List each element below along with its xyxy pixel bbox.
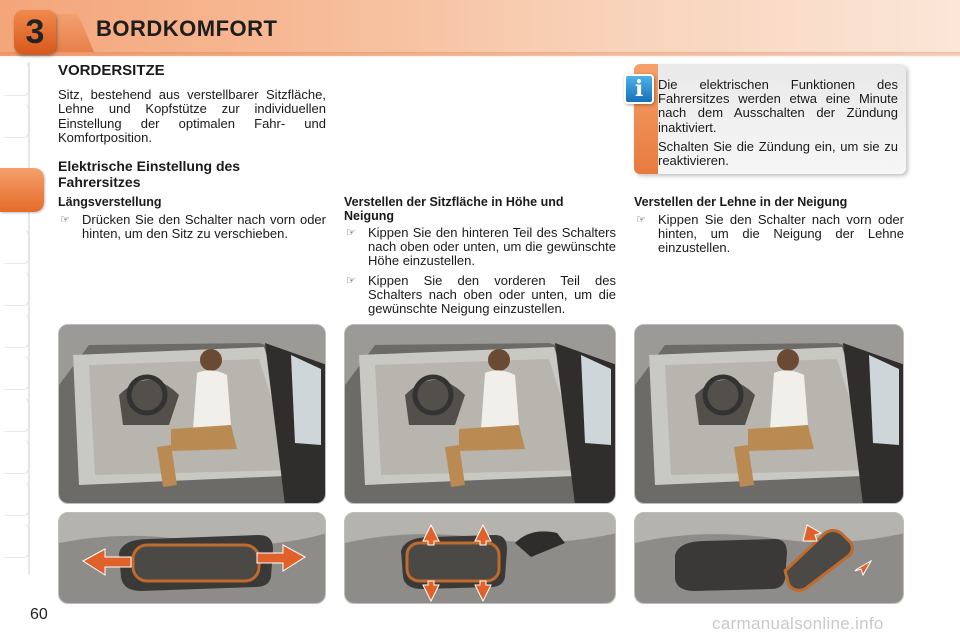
sidebar-tab[interactable] xyxy=(4,314,30,348)
column-title: Längsverstellung xyxy=(58,195,162,209)
switch-illustration xyxy=(345,513,616,604)
seat-switch-longitudinal xyxy=(58,512,326,604)
list-item-text: Drücken Sie den Schalter nach vorn oder hinten, um den Sitz zu verschieben. xyxy=(82,211,326,241)
sidebar-tab[interactable] xyxy=(4,272,30,306)
list-item-text: Kippen Sie den hinteren Teil des Schalters nach oben oder unten, um die gewünschte Höhe einzustellen. xyxy=(368,225,616,269)
chapter-title: BORDKOMFORT xyxy=(96,16,278,41)
page-number: 60 xyxy=(30,606,48,623)
column-title: Verstellen der Lehne in der Neigung xyxy=(634,195,848,209)
seat-switch-height-tilt xyxy=(344,512,616,604)
section-subtitle: Elektrische Einstellung des Fahrersitzes xyxy=(58,158,241,190)
section-intro: Sitz, bestehend aus verstellbarer Sitzfläche, Lehne und Kopfstütze zur individuellen Einstellung der optimalen Fahr- und Komfortposition. xyxy=(58,87,326,146)
seat-switch-backrest xyxy=(634,512,904,604)
chapter-sidebar xyxy=(0,62,36,582)
sidebar-tab[interactable] xyxy=(4,440,30,474)
sidebar-tab[interactable] xyxy=(4,398,30,432)
sidebar-tab[interactable] xyxy=(4,62,30,96)
list-item xyxy=(344,226,616,269)
driver-seat-photo xyxy=(344,324,616,504)
info-paragraph: Die elektrischen Funktionen des Fahrersitzes werden etwa eine Minute nach dem Ausschalten der Zündung inaktiviert. xyxy=(658,77,898,135)
chapter-number: 3 xyxy=(25,13,45,51)
section-title: VORDERSITZE xyxy=(58,62,165,79)
chapter-badge xyxy=(14,10,56,54)
column-sitzflaeche xyxy=(344,196,616,321)
sidebar-tab[interactable] xyxy=(4,356,30,390)
column-title: Verstellen der Sitzfläche in Höhe und Neigung xyxy=(344,195,564,223)
pointing-hand-icon: ☞ xyxy=(60,213,70,226)
sidebar-tab[interactable] xyxy=(4,524,30,558)
driver-seat-illustration xyxy=(345,325,616,504)
info-icon: i xyxy=(624,74,654,104)
driver-seat-photo xyxy=(58,324,326,504)
list-item-text: Kippen Sie den Schalter nach vorn oder hinten, um die Neigung der Lehne einzustellen. xyxy=(658,211,904,255)
watermark: carmanualsonline.info xyxy=(712,614,884,633)
switch-illustration xyxy=(635,513,904,604)
column-lehne xyxy=(634,196,904,260)
list-item-text: Kippen Sie den vorderen Teil des Schalters nach oben oder unten, um die gewünschte Neigung einzustellen. xyxy=(368,272,616,317)
info-paragraph: Schalten Sie die Zündung ein, um sie zu reaktivieren. xyxy=(658,138,898,169)
driver-seat-illustration xyxy=(59,325,326,504)
driver-seat-illustration xyxy=(635,325,904,504)
sidebar-tab[interactable] xyxy=(4,104,30,138)
info-box-text xyxy=(658,78,898,173)
sidebar-tab-active[interactable] xyxy=(0,168,44,212)
pointing-hand-icon: ☞ xyxy=(346,274,356,287)
list-item xyxy=(634,213,904,256)
driver-seat-photo xyxy=(634,324,904,504)
sidebar-tab[interactable] xyxy=(4,482,30,516)
list-item xyxy=(344,274,616,317)
pointing-hand-icon: ☞ xyxy=(346,227,356,239)
pointing-hand-icon: ☞ xyxy=(636,213,646,226)
list-item xyxy=(58,213,326,241)
column-laengsverstellung xyxy=(58,196,326,246)
header-shadow xyxy=(0,52,960,58)
switch-illustration xyxy=(59,513,326,604)
sidebar-tab[interactable] xyxy=(4,230,30,264)
